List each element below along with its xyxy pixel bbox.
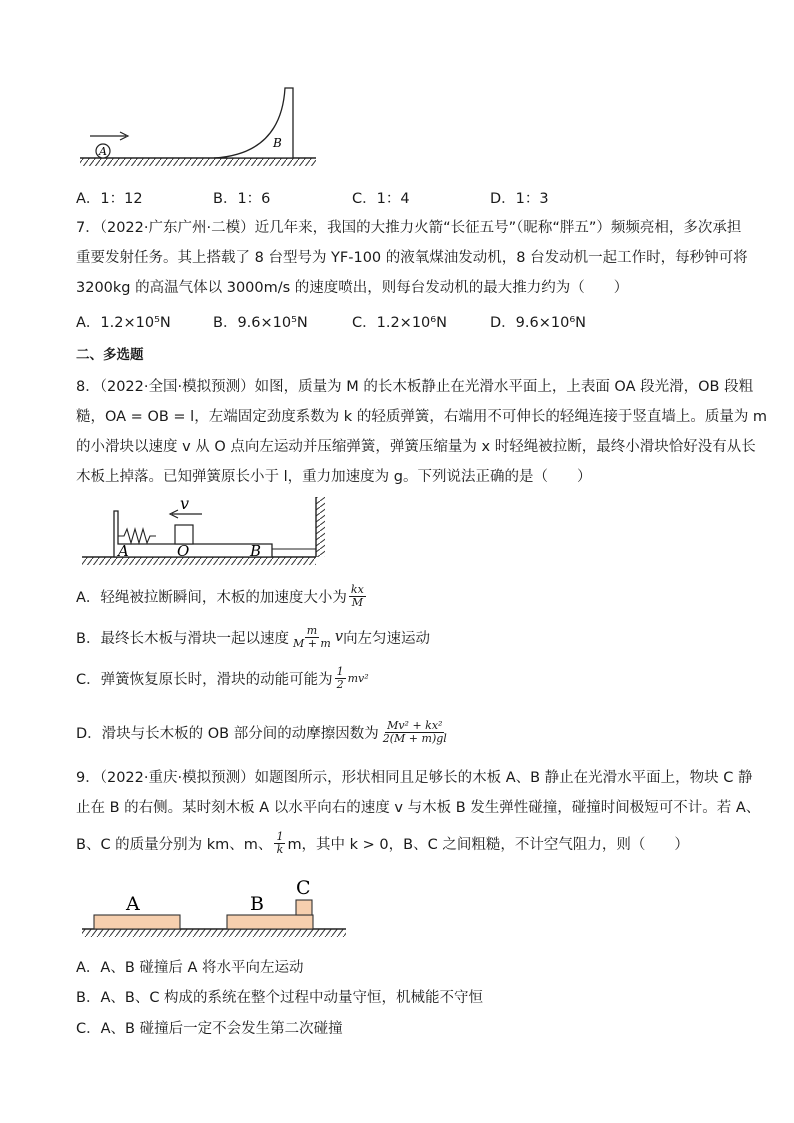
fraction-denominator: k <box>276 842 284 856</box>
q8-stem <box>76 372 768 492</box>
q6-choice-b[interactable]: B．1：6 <box>213 191 271 207</box>
q9-line: 9．（2022·重庆·模拟预测）如题图所示，形状相同且足够长的木板 A、B 静止在光滑水平面上，物块 C 静 <box>76 770 753 786</box>
label-a: A <box>126 893 140 915</box>
q7-line: 7．（2022·广东广州·二模）近几年来，我国的大推力火箭“长征五号”（昵称“胖五”）频频亮相，多次承担 <box>76 220 742 236</box>
fraction-denominator: M <box>351 595 363 609</box>
q7-stem <box>76 213 748 303</box>
q7-choice-b[interactable]: B．9.6×10⁵N <box>213 315 308 331</box>
q9-choice-c[interactable]: C．A、B 碰撞后一定不会发生第二次碰撞 <box>76 1020 343 1037</box>
q9-line-3-suffix: m，其中 k > 0，B、C 之间粗糙，不计空气阻力，则（ ） <box>287 836 689 853</box>
wall-hatch <box>316 497 325 557</box>
q8-option-b-suffix: 向左匀速运动 <box>343 630 431 647</box>
q9-choice-a[interactable]: A．A、B 碰撞后 A 将水平向左运动 <box>76 959 304 976</box>
q8-option-b-text: B．最终长木板与滑块一起以速度 <box>76 630 289 647</box>
q7-choice-d[interactable]: D．9.6×10⁶N <box>490 315 586 331</box>
board-a <box>94 915 180 929</box>
fraction <box>335 666 346 691</box>
label-b: B <box>250 542 262 560</box>
q8-option-d-text: D．滑块与长木板的 OB 部分间的动摩擦因数为 <box>76 725 379 742</box>
q8-option-c[interactable] <box>76 662 369 694</box>
spring <box>118 529 156 543</box>
q7-line: 3200kg 的高温气体以 3000m/s 的速度喷出，则每台发动机的最大推力约为（ ） <box>76 280 629 296</box>
q9-line-3-prefix: B、C 的质量分别为 km、m、 <box>76 836 273 853</box>
fraction-numerator: Mv² + kx² <box>387 718 443 732</box>
fraction-numerator: m <box>306 623 318 637</box>
q6-choice-a[interactable]: A．1：12 <box>76 191 143 207</box>
q8-line: 的小滑块以速度 v 从 O 点向左运动并压缩弹簧，弹簧压缩量为 x 时轻绳被拉断，最终小滑块恰好没有从长 <box>76 439 756 455</box>
fraction <box>381 720 449 745</box>
q9-choice-b[interactable]: B．A、B、C 构成的系统在整个过程中动量守恒，机械能不守恒 <box>76 989 484 1006</box>
fraction <box>291 625 333 650</box>
q8-option-c-text: C．弹簧恢复原长时，滑块的动能可能为 <box>76 671 333 688</box>
q9-stem <box>76 763 761 823</box>
board-spring-figure <box>80 495 330 565</box>
fraction-denominator: 2(M + m)gl <box>382 731 447 745</box>
q8-option-a-text: A．轻绳被拉断瞬间，木板的加速度大小为 <box>76 589 347 606</box>
board-b <box>227 915 313 929</box>
velocity-symbol: v <box>334 629 344 645</box>
q7-choice-c[interactable]: C．1.2×10⁶N <box>352 315 447 331</box>
q8-line: 8．（2022·全国·模拟预测）如图，质量为 M 的长木板静止在光滑水平面上，上表面 OA 段光滑，OB 段粗 <box>76 379 754 395</box>
block-c <box>296 900 312 915</box>
label-a: A <box>118 542 129 560</box>
fraction-denominator: 2 <box>336 677 344 691</box>
q8-option-a[interactable] <box>76 580 368 612</box>
label-v: v <box>180 495 190 513</box>
label-b: B <box>250 893 264 915</box>
fraction-denominator: M + m <box>292 636 331 650</box>
ramp-label-b: B <box>273 136 282 150</box>
fraction-numerator: 1 <box>276 829 284 843</box>
fraction <box>349 584 366 609</box>
q7-choice-a[interactable]: A．1.2×10⁵N <box>76 315 171 331</box>
q8-line: 木板上掉落。已知弹簧原长小于 l，重力加速度为 g。下列说法正确的是（ ） <box>76 469 592 485</box>
q9-line: 止在 B 的右侧。某时刻木板 A 以水平向右的速度 v 与木板 B 发生弹性碰撞，碰撞时间极短可不计。若 A、 <box>76 800 761 816</box>
ramp-figure <box>76 80 326 175</box>
kinetic-term: mv² <box>347 671 369 685</box>
fraction-numerator: kx <box>350 582 364 596</box>
ball-a-label: A <box>99 145 107 158</box>
label-o: O <box>177 542 190 560</box>
fraction <box>274 831 285 856</box>
q9-line-3 <box>76 826 689 860</box>
q8-option-b[interactable] <box>76 621 430 653</box>
q9-ground-hatch <box>82 929 346 937</box>
boards-collision-figure <box>80 872 350 942</box>
q8-option-d[interactable] <box>76 714 451 750</box>
fraction-numerator: 1 <box>336 664 344 678</box>
q6-choice-d[interactable]: D．1：3 <box>490 191 549 207</box>
label-c: C <box>296 877 311 899</box>
ramp-ground-hatch <box>80 158 316 166</box>
q7-line: 重要发射任务。其上搭载了 8 台型号为 YF-100 的液氧煤油发动机，8 台发动机一起工作时，每秒钟可将 <box>76 250 748 266</box>
q8-line: 糙，OA = OB = l，左端固定劲度系数为 k 的轻质弹簧，右端用不可伸长的轻绳连接于竖直墙上。质量为 m <box>76 409 768 425</box>
q6-choice-c[interactable]: C．1：4 <box>352 191 410 207</box>
section-title: 二、多选题 <box>76 347 144 363</box>
